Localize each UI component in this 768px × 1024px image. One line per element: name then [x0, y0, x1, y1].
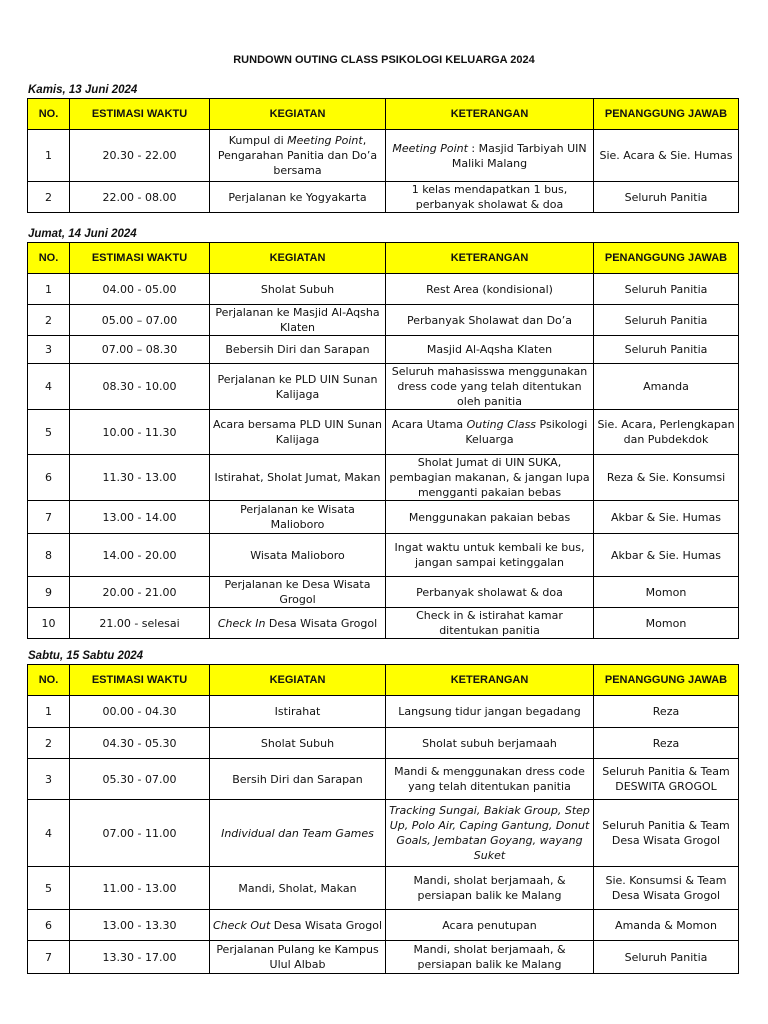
cell-no: 10 [28, 608, 70, 639]
cell-kegiatan: Istirahat, Sholat Jumat, Makan [210, 455, 386, 501]
cell-waktu: 00.00 - 04.30 [70, 696, 210, 728]
cell-kegiatan [210, 800, 386, 867]
cell-no: 2 [28, 305, 70, 336]
cell-waktu: 11.30 - 13.00 [70, 455, 210, 501]
table-row [28, 455, 739, 501]
cell-kegiatan: Acara bersama PLD UIN Sunan Kalijaga [210, 410, 386, 455]
cell-kegiatan [210, 608, 386, 639]
cell-kegiatan: Perjalanan ke Yogyakarta [210, 182, 386, 213]
table-row [28, 608, 739, 639]
column-header: KEGIATAN [210, 243, 386, 274]
column-header: KETERANGAN [386, 665, 594, 696]
table-row [28, 800, 739, 867]
cell-keterangan: Seluruh mahasisswa menggunakan dress code yang telah ditentukan oleh panitia [386, 364, 594, 410]
column-header: ESTIMASI WAKTU [70, 243, 210, 274]
cell-waktu: 10.00 - 11.30 [70, 410, 210, 455]
cell-text: Acara Utama Outing Class Psikologi Keluarga [391, 418, 588, 446]
cell-penanggung-jawab: Reza & Sie. Konsumsi [594, 455, 739, 501]
column-header: NO. [28, 243, 70, 274]
cell-penanggung-jawab: Sie. Konsumsi & Team Desa Wisata Grogol [594, 867, 739, 910]
cell-penanggung-jawab: Sie. Acara & Sie. Humas [594, 130, 739, 182]
table-row [28, 534, 739, 577]
cell-kegiatan: Sholat Subuh [210, 728, 386, 759]
cell-waktu: 20.30 - 22.00 [70, 130, 210, 182]
cell-kegiatan [210, 130, 386, 182]
cell-keterangan: Rest Area (kondisional) [386, 274, 594, 305]
cell-text: Individual dan Team Games [221, 826, 374, 840]
table-row [28, 941, 739, 974]
cell-no: 1 [28, 130, 70, 182]
table-row [28, 364, 739, 410]
table-header-row [28, 99, 739, 130]
table-row [28, 501, 739, 534]
cell-waktu: 14.00 - 20.00 [70, 534, 210, 577]
cell-keterangan: Menggunakan pakaian bebas [386, 501, 594, 534]
table-row [28, 305, 739, 336]
cell-no: 7 [28, 501, 70, 534]
cell-penanggung-jawab: Amanda & Momon [594, 910, 739, 941]
cell-kegiatan: Bebersih Diri dan Sarapan [210, 336, 386, 364]
cell-text: Meeting Point : Masjid Tarbiyah UIN Maliki Malang [392, 141, 587, 170]
cell-waktu: 21.00 - selesai [70, 608, 210, 639]
cell-no: 1 [28, 696, 70, 728]
table-header-row [28, 243, 739, 274]
column-header: PENANGGUNG JAWAB [594, 243, 739, 274]
column-header: PENANGGUNG JAWAB [594, 665, 739, 696]
schedule-table [27, 664, 739, 974]
schedule-table [27, 98, 739, 213]
cell-kegiatan [210, 910, 386, 941]
cell-waktu: 04.30 - 05.30 [70, 728, 210, 759]
table-row [28, 759, 739, 800]
table-row [28, 910, 739, 941]
cell-no: 4 [28, 800, 70, 867]
cell-penanggung-jawab: Akbar & Sie. Humas [594, 534, 739, 577]
cell-waktu: 07.00 - 11.00 [70, 800, 210, 867]
cell-kegiatan: Perjalanan ke Desa Wisata Grogol [210, 577, 386, 608]
cell-waktu: 05.30 - 07.00 [70, 759, 210, 800]
cell-no: 2 [28, 182, 70, 213]
table-row [28, 274, 739, 305]
cell-penanggung-jawab: Amanda [594, 364, 739, 410]
cell-no: 2 [28, 728, 70, 759]
cell-keterangan: Perbanyak Sholawat dan Do’a [386, 305, 594, 336]
cell-kegiatan: Perjalanan Pulang ke Kampus Ulul Albab [210, 941, 386, 974]
cell-penanggung-jawab: Seluruh Panitia & Team Desa Wisata Grogol [594, 800, 739, 867]
column-header: ESTIMASI WAKTU [70, 665, 210, 696]
column-header: KETERANGAN [386, 243, 594, 274]
cell-penanggung-jawab: Seluruh Panitia [594, 941, 739, 974]
cell-kegiatan: Perjalanan ke Wisata Malioboro [210, 501, 386, 534]
cell-waktu: 13.00 - 14.00 [70, 501, 210, 534]
cell-no: 1 [28, 274, 70, 305]
cell-penanggung-jawab: Seluruh Panitia [594, 182, 739, 213]
cell-penanggung-jawab: Seluruh Panitia [594, 336, 739, 364]
cell-kegiatan: Sholat Subuh [210, 274, 386, 305]
column-header: NO. [28, 665, 70, 696]
table-header-row [28, 665, 739, 696]
cell-penanggung-jawab: Reza [594, 728, 739, 759]
cell-text: Kumpul di Meeting Point, Pengarahan Panitia dan Do’a bersama [217, 134, 378, 177]
cell-keterangan: Mandi, sholat berjamaah, & persiapan balik ke Malang [386, 867, 594, 910]
cell-penanggung-jawab: Sie. Acara, Perlengkapan dan Pubdekdok [594, 410, 739, 455]
column-header: KEGIATAN [210, 665, 386, 696]
cell-keterangan: Mandi, sholat berjamaah, & persiapan balik ke Malang [386, 941, 594, 974]
cell-kegiatan: Perjalanan ke Masjid Al-Aqsha Klaten [210, 305, 386, 336]
cell-waktu: 07.00 – 08.30 [70, 336, 210, 364]
cell-keterangan: 1 kelas mendapatkan 1 bus, perbanyak sholawat & doa [386, 182, 594, 213]
column-header: ESTIMASI WAKTU [70, 99, 210, 130]
cell-penanggung-jawab: Momon [594, 577, 739, 608]
cell-kegiatan: Mandi, Sholat, Makan [210, 867, 386, 910]
cell-no: 4 [28, 364, 70, 410]
table-row [28, 577, 739, 608]
cell-keterangan: Langsung tidur jangan begadang [386, 696, 594, 728]
day-label: Jumat, 14 Juni 2024 [28, 228, 137, 240]
cell-kegiatan: Wisata Malioboro [210, 534, 386, 577]
cell-waktu: 04.00 - 05.00 [70, 274, 210, 305]
cell-penanggung-jawab: Seluruh Panitia [594, 305, 739, 336]
column-header: PENANGGUNG JAWAB [594, 99, 739, 130]
cell-waktu: 22.00 - 08.00 [70, 182, 210, 213]
cell-no: 6 [28, 455, 70, 501]
day-label: Sabtu, 15 Sabtu 2024 [28, 650, 144, 662]
cell-penanggung-jawab: Momon [594, 608, 739, 639]
cell-keterangan [386, 800, 594, 867]
table-row [28, 336, 739, 364]
table-row [28, 130, 739, 182]
cell-no: 5 [28, 867, 70, 910]
cell-keterangan [386, 410, 594, 455]
cell-kegiatan: Bersih Diri dan Sarapan [210, 759, 386, 800]
cell-text: Tracking Sungai, Bakiak Group, Step Up, Polo Air, Caping Gantung, Donut Goals, Jembatan Goyang, wayang Suket [389, 804, 590, 862]
cell-waktu: 08.30 - 10.00 [70, 364, 210, 410]
table-row [28, 182, 739, 213]
cell-waktu: 13.00 - 13.30 [70, 910, 210, 941]
column-header: KEGIATAN [210, 99, 386, 130]
cell-keterangan: Mandi & menggunakan dress code yang telah ditentukan panitia [386, 759, 594, 800]
cell-no: 3 [28, 336, 70, 364]
table-row [28, 410, 739, 455]
cell-no: 5 [28, 410, 70, 455]
cell-no: 7 [28, 941, 70, 974]
cell-keterangan: Masjid Al-Aqsha Klaten [386, 336, 594, 364]
cell-penanggung-jawab: Akbar & Sie. Humas [594, 501, 739, 534]
cell-keterangan: Ingat waktu untuk kembali ke bus, jangan sampai ketinggalan [386, 534, 594, 577]
cell-text: Check Out Desa Wisata Grogol [213, 918, 382, 932]
cell-keterangan: Perbanyak sholawat & doa [386, 577, 594, 608]
cell-keterangan: Sholat subuh berjamaah [386, 728, 594, 759]
cell-penanggung-jawab: Reza [594, 696, 739, 728]
schedule-table [27, 242, 739, 639]
day-label: Kamis, 13 Juni 2024 [28, 84, 138, 96]
table-row [28, 696, 739, 728]
column-header: NO. [28, 99, 70, 130]
cell-kegiatan: Perjalanan ke PLD UIN Sunan Kalijaga [210, 364, 386, 410]
cell-no: 3 [28, 759, 70, 800]
table-row [28, 867, 739, 910]
column-header: KETERANGAN [386, 99, 594, 130]
cell-waktu: 20.00 - 21.00 [70, 577, 210, 608]
cell-keterangan: Check in & istirahat kamar ditentukan panitia [386, 608, 594, 639]
cell-text: Check In Desa Wisata Grogol [217, 616, 378, 630]
cell-waktu: 11.00 - 13.00 [70, 867, 210, 910]
cell-no: 8 [28, 534, 70, 577]
cell-penanggung-jawab: Seluruh Panitia & Team DESWITA GROGOL [594, 759, 739, 800]
cell-keterangan: Sholat Jumat di UIN SUKA, pembagian makanan, & jangan lupa mengganti pakaian bebas [386, 455, 594, 501]
cell-waktu: 13.30 - 17.00 [70, 941, 210, 974]
cell-no: 6 [28, 910, 70, 941]
cell-kegiatan: Istirahat [210, 696, 386, 728]
cell-no: 9 [28, 577, 70, 608]
document-title: RUNDOWN OUTING CLASS PSIKOLOGI KELUARGA 2024 [233, 54, 535, 66]
cell-waktu: 05.00 – 07.00 [70, 305, 210, 336]
cell-keterangan [386, 130, 594, 182]
table-row [28, 728, 739, 759]
cell-keterangan: Acara penutupan [386, 910, 594, 941]
cell-penanggung-jawab: Seluruh Panitia [594, 274, 739, 305]
